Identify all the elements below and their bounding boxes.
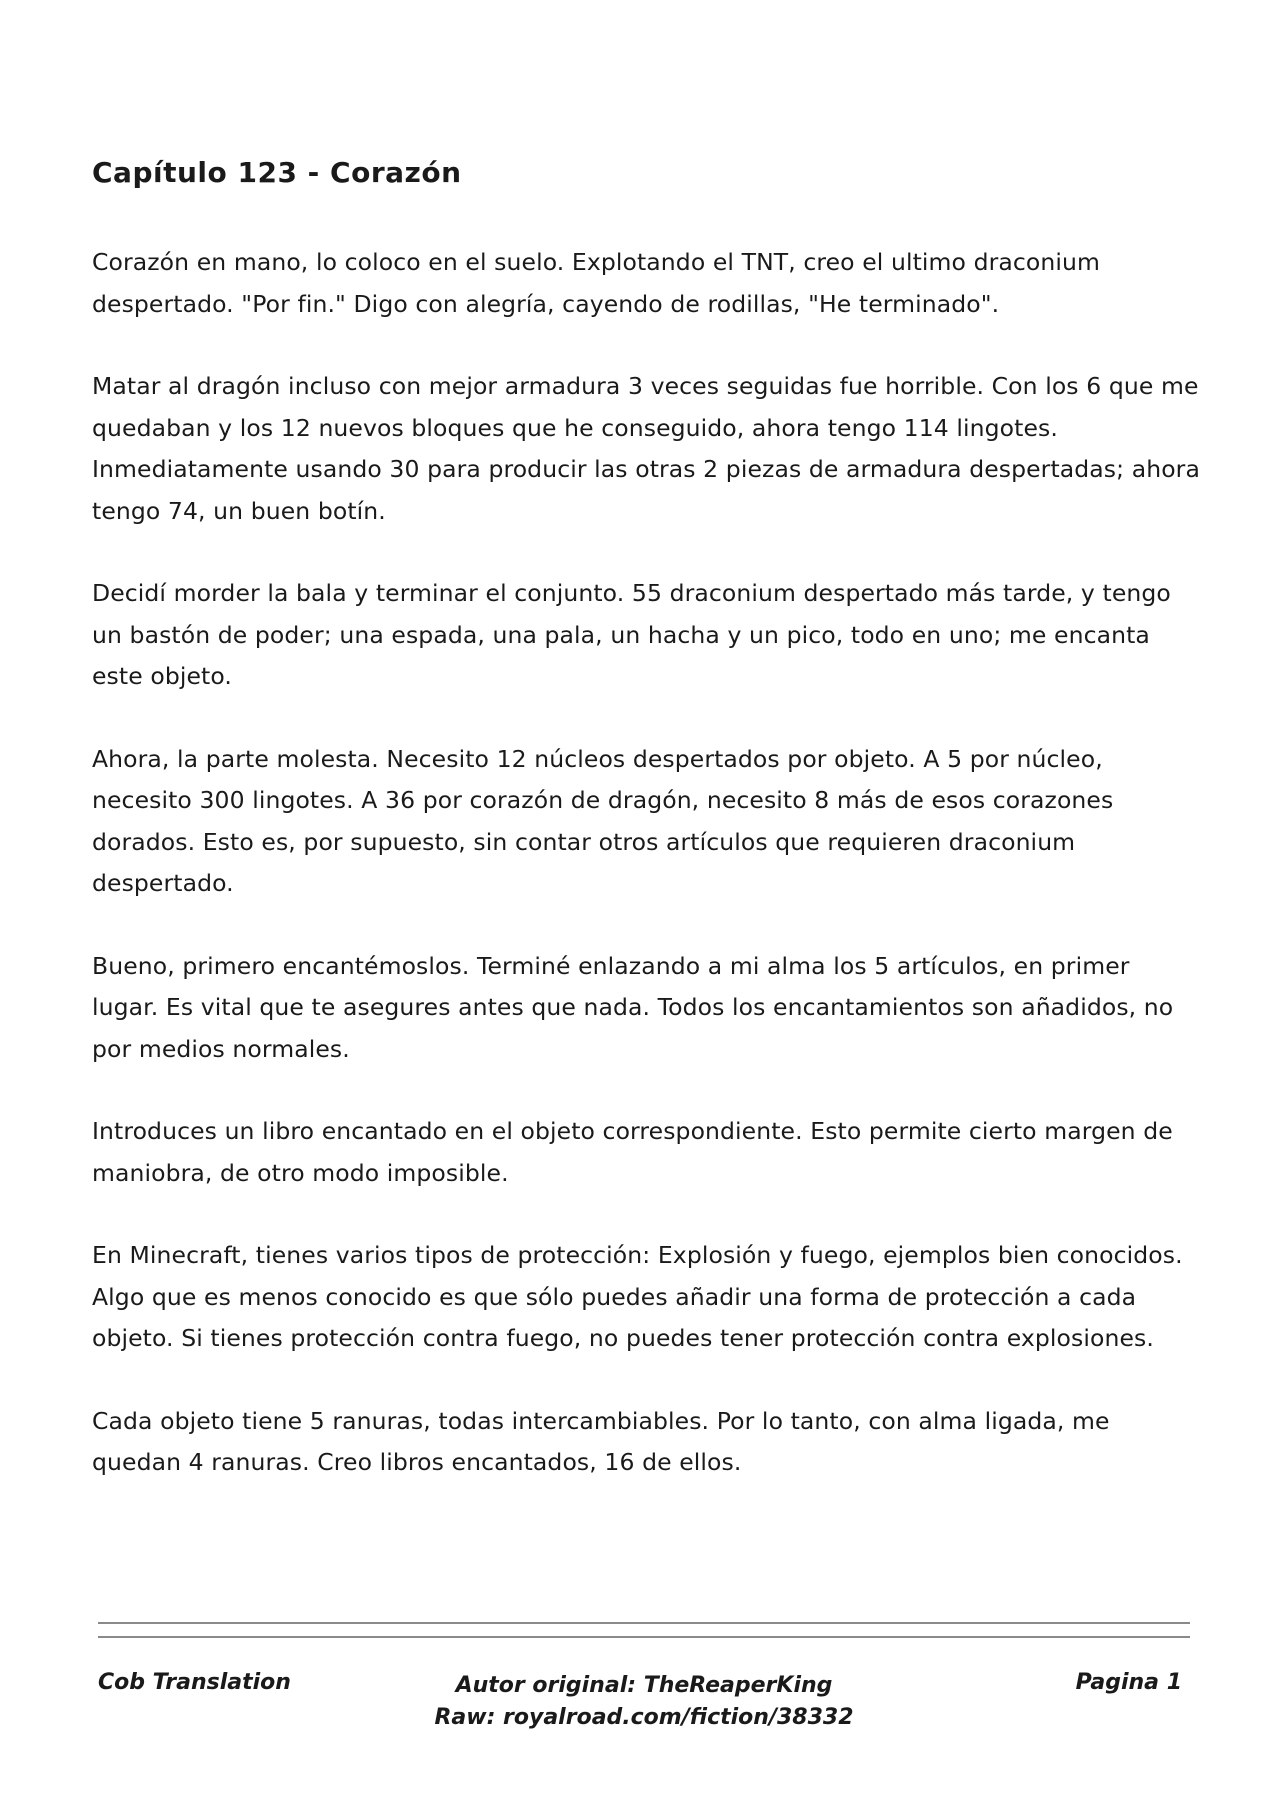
paragraph: Corazón en mano, lo coloco en el suelo. Explotando el TNT, creo el ultimo draconium despertado. "Por fin." Digo con alegría, cayendo de rodillas, "He terminado". xyxy=(92,248,1100,318)
paragraph: Bueno, primero encantémoslos. Terminé enlazando a mi alma los 5 artículos, en primer lugar. Es vital que te asegures antes que nada. Todos los encantamientos son añadidos, no por medios normales. xyxy=(92,951,1174,1063)
footer-divider-top xyxy=(98,1622,1190,1624)
footer-translator: Cob Translation xyxy=(98,1670,291,1695)
paragraph: Decidí morder la bala y terminar el conjunto. 55 draconium despertado más tarde, y tengo un bastón de poder; una espada, una pala, un hacha y un pico, todo en uno; me encanta este objeto. xyxy=(92,579,1171,690)
paragraph: Ahora, la parte molesta. Necesito 12 núcleos despertados por objeto. A 5 por núcleo, necesito 300 lingotes. A 36 por corazón de dragón, necesito 8 más de esos corazones dorados. Esto es, por supuesto, sin contar otros artículos que requieren draconium despertado. xyxy=(92,744,1114,897)
paragraph: Cada objeto tiene 5 ranuras, todas intercambiables. Por lo tanto, con alma ligada, me quedan 4 ranuras. Creo libros encantados, 16 de ellos. xyxy=(92,1406,1110,1476)
footer-divider-bottom xyxy=(98,1636,1190,1638)
footer-raw-source: Raw: royalroad.com/fiction/38332 xyxy=(434,1705,854,1730)
footer-credits xyxy=(98,1670,1190,1734)
footer-original-author: Autor original: TheReaperKing xyxy=(455,1673,833,1698)
paragraph: Introduces un libro encantado en el objeto correspondiente. Esto permite cierto margen de maniobra, de otro modo imposible. xyxy=(92,1117,1173,1187)
page-footer xyxy=(98,1670,1190,1750)
footer-page-number: Pagina 1 xyxy=(1075,1670,1182,1695)
paragraph: Matar al dragón incluso con mejor armadura 3 veces seguidas fue horrible. Con los 6 que me quedaban y los 12 nuevos bloques que he conseguido, ahora tengo 114 lingotes. Inmediatamente usando 30 para producir las otras 2 piezas de armadura despertadas; ahora tengo 74, un buen botín. xyxy=(92,372,1200,525)
chapter-body xyxy=(92,242,1202,1525)
paragraph: En Minecraft, tienes varios tipos de protección: Explosión y fuego, ejemplos bien conocidos. Algo que es menos conocido es que sólo puedes añadir una forma de protección a cada objeto. Si tienes protección contra fuego, no puedes tener protección contra explosiones. xyxy=(92,1241,1183,1352)
chapter-title: Capítulo 123 - Corazón xyxy=(92,156,462,189)
